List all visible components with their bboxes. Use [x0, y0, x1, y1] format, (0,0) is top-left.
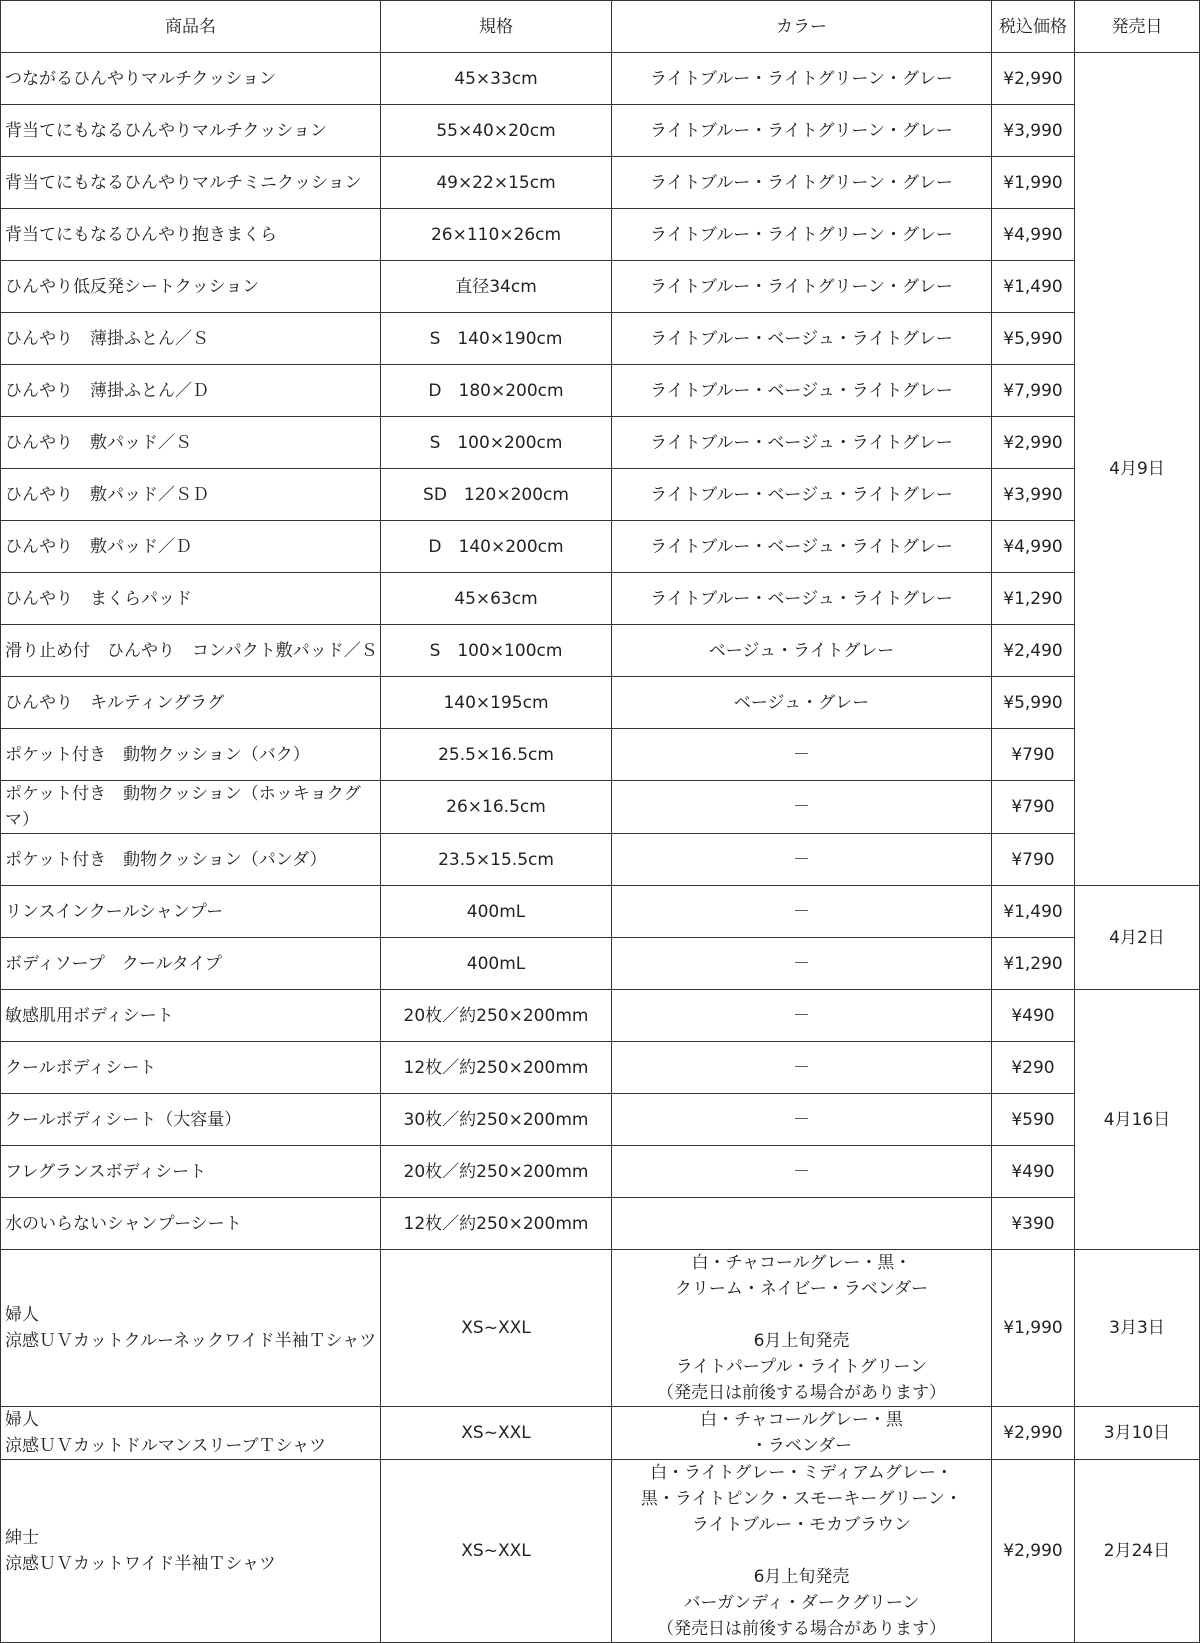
product-color: 白・チャコールグレー・黒 ・ラベンダー — [612, 1407, 992, 1460]
product-spec: 26×110×26cm — [381, 209, 612, 261]
table-row — [1, 313, 1200, 365]
table-row — [1, 834, 1200, 886]
product-color: － — [612, 990, 992, 1042]
product-color: ライトブルー・ライトグリーン・グレー — [612, 157, 992, 209]
product-spec: S 100×200cm — [381, 417, 612, 469]
product-name: 水のいらないシャンプーシート — [1, 1198, 381, 1250]
product-color: － — [612, 1094, 992, 1146]
product-price: ¥290 — [992, 1042, 1075, 1094]
product-color: － — [612, 1042, 992, 1094]
table-row — [1, 990, 1200, 1042]
product-price: ¥390 — [992, 1198, 1075, 1250]
product-price: ¥590 — [992, 1094, 1075, 1146]
product-name: ひんやり キルティングラグ — [1, 677, 381, 729]
product-price: ¥3,990 — [992, 105, 1075, 157]
product-price: ¥490 — [992, 990, 1075, 1042]
product-price: ¥2,990 — [992, 1407, 1075, 1460]
product-spec: 49×22×15cm — [381, 157, 612, 209]
product-color: ライトブルー・ベージュ・ライトグレー — [612, 469, 992, 521]
product-name: 婦人 涼感ＵＶカットクルーネックワイド半袖Ｔシャツ — [1, 1250, 381, 1407]
product-color: － — [612, 886, 992, 938]
product-color — [612, 1198, 992, 1250]
product-name: ボディソープ クールタイプ — [1, 938, 381, 990]
product-spec: 45×33cm — [381, 53, 612, 105]
product-price: ¥2,490 — [992, 625, 1075, 677]
table-row — [1, 729, 1200, 781]
product-color: ライトブルー・ライトグリーン・グレー — [612, 105, 992, 157]
header-row — [1, 1, 1200, 53]
product-price: ¥5,990 — [992, 677, 1075, 729]
release-date: 4月9日 — [1075, 53, 1200, 886]
product-name: ひんやり 敷パッド／Ｄ — [1, 521, 381, 573]
table-row — [1, 1094, 1200, 1146]
table-row — [1, 886, 1200, 938]
release-date: 4月2日 — [1075, 886, 1200, 990]
product-name: クールボディシート（大容量） — [1, 1094, 381, 1146]
product-name: ひんやり 敷パッド／ＳＤ — [1, 469, 381, 521]
product-price: ¥5,990 — [992, 313, 1075, 365]
product-price: ¥790 — [992, 781, 1075, 834]
header-release-date: 発売日 — [1075, 1, 1200, 53]
product-price: ¥7,990 — [992, 365, 1075, 417]
product-spec: SD 120×200cm — [381, 469, 612, 521]
header-price: 税込価格 — [992, 1, 1075, 53]
product-name: つながるひんやりマルチクッション — [1, 53, 381, 105]
product-color: － — [612, 938, 992, 990]
header-product-name: 商品名 — [1, 1, 381, 53]
product-color: ベージュ・ライトグレー — [612, 625, 992, 677]
product-name: クールボディシート — [1, 1042, 381, 1094]
product-spec: 45×63cm — [381, 573, 612, 625]
product-color: ライトブルー・ベージュ・ライトグレー — [612, 521, 992, 573]
header-spec: 規格 — [381, 1, 612, 53]
product-price: ¥490 — [992, 1146, 1075, 1198]
release-date: 3月10日 — [1075, 1407, 1200, 1460]
product-spec: XS~XXL — [381, 1407, 612, 1460]
product-name: 滑り止め付 ひんやり コンパクト敷パッド／Ｓ — [1, 625, 381, 677]
product-name: ポケット付き 動物クッション（ホッキョクグマ） — [1, 781, 381, 834]
product-spec: 55×40×20cm — [381, 105, 612, 157]
product-color: 白・チャコールグレー・黒・ クリーム・ネイビー・ラベンダー 6月上旬発売 ライトパープル・ライトグリーン （発売日は前後する場合があります） — [612, 1250, 992, 1407]
product-color: － — [612, 781, 992, 834]
table-row — [1, 417, 1200, 469]
product-color: ライトブルー・ベージュ・ライトグレー — [612, 573, 992, 625]
product-spec: S 100×100cm — [381, 625, 612, 677]
product-name: 紳士 涼感ＵＶカットワイド半袖Ｔシャツ — [1, 1460, 381, 1643]
product-price: ¥1,990 — [992, 157, 1075, 209]
product-name: フレグランスボディシート — [1, 1146, 381, 1198]
product-name: ひんやり 敷パッド／Ｓ — [1, 417, 381, 469]
product-price: ¥790 — [992, 834, 1075, 886]
table-row — [1, 53, 1200, 105]
product-price: ¥1,290 — [992, 938, 1075, 990]
product-name: ポケット付き 動物クッション（パンダ） — [1, 834, 381, 886]
table-row — [1, 105, 1200, 157]
release-date: 4月16日 — [1075, 990, 1200, 1250]
product-price: ¥1,990 — [992, 1250, 1075, 1407]
product-color: ライトブルー・ベージュ・ライトグレー — [612, 365, 992, 417]
table-row — [1, 781, 1200, 834]
product-color: ベージュ・グレー — [612, 677, 992, 729]
release-date: 2月24日 — [1075, 1460, 1200, 1643]
product-color: － — [612, 729, 992, 781]
product-color: － — [612, 1146, 992, 1198]
product-color: ライトブルー・ライトグリーン・グレー — [612, 261, 992, 313]
product-color: ライトブルー・ベージュ・ライトグレー — [612, 313, 992, 365]
table-row — [1, 469, 1200, 521]
product-name: リンスインクールシャンプー — [1, 886, 381, 938]
product-price: ¥1,490 — [992, 886, 1075, 938]
table-row — [1, 677, 1200, 729]
product-color: － — [612, 834, 992, 886]
product-price: ¥790 — [992, 729, 1075, 781]
product-price: ¥4,990 — [992, 209, 1075, 261]
table-row — [1, 157, 1200, 209]
product-spec: 25.5×16.5cm — [381, 729, 612, 781]
product-name: ポケット付き 動物クッション（バク） — [1, 729, 381, 781]
product-spec: D 180×200cm — [381, 365, 612, 417]
product-spec: 直径34cm — [381, 261, 612, 313]
product-spec: 20枚／約250×200mm — [381, 990, 612, 1042]
product-name: 背当てにもなるひんやり抱きまくら — [1, 209, 381, 261]
product-spec: 140×195cm — [381, 677, 612, 729]
product-spec: 12枚／約250×200mm — [381, 1198, 612, 1250]
product-spec: S 140×190cm — [381, 313, 612, 365]
table-row — [1, 625, 1200, 677]
table-row — [1, 261, 1200, 313]
product-spec: 12枚／約250×200mm — [381, 1042, 612, 1094]
product-spec: 400mL — [381, 938, 612, 990]
product-spec: 400mL — [381, 886, 612, 938]
product-spec: 26×16.5cm — [381, 781, 612, 834]
product-spec: XS~XXL — [381, 1250, 612, 1407]
product-price: ¥2,990 — [992, 417, 1075, 469]
product-name: ひんやり まくらパッド — [1, 573, 381, 625]
product-name: 婦人 涼感ＵＶカットドルマンスリーブＴシャツ — [1, 1407, 381, 1460]
product-spec: 30枚／約250×200mm — [381, 1094, 612, 1146]
release-date: 3月3日 — [1075, 1250, 1200, 1407]
product-color: ライトブルー・ライトグリーン・グレー — [612, 209, 992, 261]
product-price: ¥2,990 — [992, 1460, 1075, 1643]
product-spec: 20枚／約250×200mm — [381, 1146, 612, 1198]
product-name: 敏感肌用ボディシート — [1, 990, 381, 1042]
product-name: 背当てにもなるひんやりマルチクッション — [1, 105, 381, 157]
product-name: ひんやり 薄掛ふとん／Ｓ — [1, 313, 381, 365]
header-color: カラー — [612, 1, 992, 53]
product-price: ¥4,990 — [992, 521, 1075, 573]
product-price: ¥1,490 — [992, 261, 1075, 313]
table-row — [1, 573, 1200, 625]
product-price: ¥2,990 — [992, 53, 1075, 105]
product-name: 背当てにもなるひんやりマルチミニクッション — [1, 157, 381, 209]
product-spec: D 140×200cm — [381, 521, 612, 573]
table-row — [1, 365, 1200, 417]
table-row — [1, 209, 1200, 261]
product-price: ¥3,990 — [992, 469, 1075, 521]
table-row — [1, 1250, 1200, 1407]
table-row — [1, 938, 1200, 990]
product-color: ライトブルー・ライトグリーン・グレー — [612, 53, 992, 105]
table-row — [1, 1042, 1200, 1094]
product-name: ひんやり低反発シートクッション — [1, 261, 381, 313]
table-row — [1, 1407, 1200, 1460]
table-row — [1, 521, 1200, 573]
product-spec: XS~XXL — [381, 1460, 612, 1643]
table-row — [1, 1198, 1200, 1250]
product-spec: 23.5×15.5cm — [381, 834, 612, 886]
product-price: ¥1,290 — [992, 573, 1075, 625]
table-row — [1, 1460, 1200, 1643]
table-row — [1, 1146, 1200, 1198]
product-name: ひんやり 薄掛ふとん／Ｄ — [1, 365, 381, 417]
product-color: ライトブルー・ベージュ・ライトグレー — [612, 417, 992, 469]
product-color: 白・ライトグレー・ミディアムグレー・ 黒・ライトピンク・スモーキーグリーン・ ライトブルー・モカブラウン 6月上旬発売 バーガンディ・ダークグリーン （発売日は前後する場合があります） — [612, 1460, 992, 1643]
